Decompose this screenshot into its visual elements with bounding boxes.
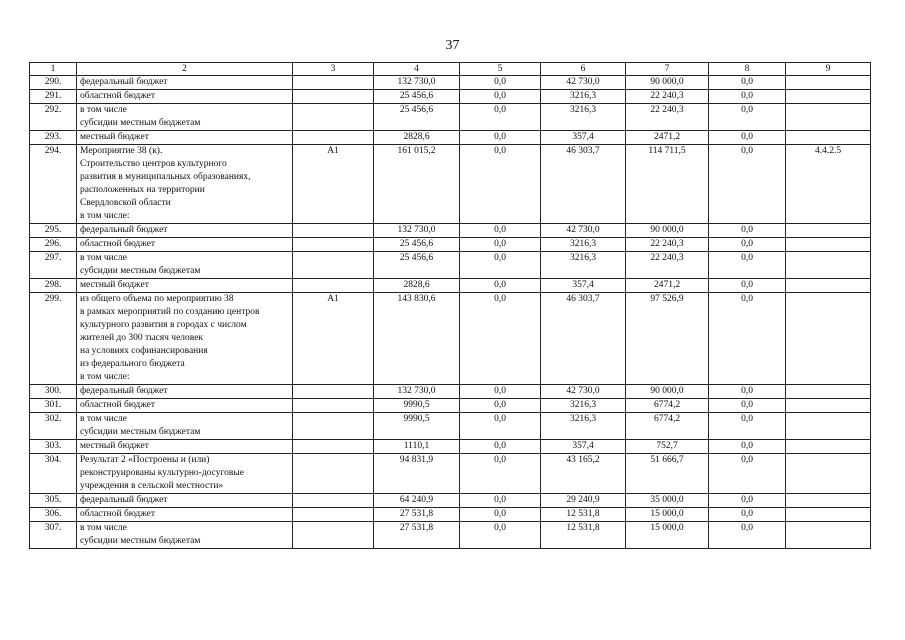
row-target-ref [786,454,871,494]
row-target-ref: 4.4.2.5 [786,145,871,224]
row-code [293,440,374,454]
row-value-col5: 0,0 [460,293,541,385]
table-row [30,454,871,494]
row-number: 293. [30,131,77,145]
row-description: местный бюджет [77,279,293,293]
row-total: 132 730,0 [374,76,460,90]
row-number: 304. [30,454,77,494]
row-value-col6: 43 165,2 [541,454,626,494]
row-value-col6: 12 531,8 [541,508,626,522]
table-row [30,76,871,90]
column-header: 5 [460,63,541,76]
column-header: 4 [374,63,460,76]
row-value-col7: 2471,2 [626,279,709,293]
row-total: 132 730,0 [374,224,460,238]
row-number: 301. [30,399,77,413]
table-row [30,440,871,454]
row-value-col6: 29 240,9 [541,494,626,508]
row-value-col7: 22 240,3 [626,252,709,279]
row-description: областной бюджет [77,508,293,522]
row-total: 2828,6 [374,279,460,293]
row-number: 294. [30,145,77,224]
row-total: 132 730,0 [374,385,460,399]
table-row [30,131,871,145]
budget-table [29,62,871,549]
row-description: Мероприятие 38 (к). Строительство центров культурного развития в муниципальных образованиях, расположенных на территории Свердловской области в том числе: [77,145,293,224]
row-value-col7: 2471,2 [626,131,709,145]
row-code [293,279,374,293]
row-value-col6: 3216,3 [541,238,626,252]
row-value-col6: 357,4 [541,279,626,293]
table-row [30,508,871,522]
row-value-col6: 357,4 [541,131,626,145]
row-target-ref [786,224,871,238]
row-value-col5: 0,0 [460,494,541,508]
row-description: в том числе субсидии местным бюджетам [77,104,293,131]
row-target-ref [786,76,871,90]
row-total: 64 240,9 [374,494,460,508]
row-total: 9990,5 [374,399,460,413]
row-target-ref [786,413,871,440]
row-code [293,131,374,145]
table-row [30,413,871,440]
row-description: в том числе субсидии местным бюджетам [77,413,293,440]
row-value-col7: 51 666,7 [626,454,709,494]
row-number: 302. [30,413,77,440]
row-total: 9990,5 [374,413,460,440]
row-number: 305. [30,494,77,508]
row-value-col7: 15 000,0 [626,522,709,549]
row-code [293,399,374,413]
column-header: 1 [30,63,77,76]
row-value-col5: 0,0 [460,454,541,494]
row-value-col6: 3216,3 [541,90,626,104]
table-row [30,224,871,238]
row-total: 27 531,8 [374,522,460,549]
row-number: 292. [30,104,77,131]
row-total: 143 830,6 [374,293,460,385]
row-code [293,90,374,104]
row-value-col8: 0,0 [709,494,786,508]
table-row [30,293,871,385]
row-value-col6: 12 531,8 [541,522,626,549]
row-value-col8: 0,0 [709,224,786,238]
row-value-col7: 90 000,0 [626,385,709,399]
row-code: А1 [293,145,374,224]
row-value-col8: 0,0 [709,522,786,549]
row-description: в том числе субсидии местным бюджетам [77,252,293,279]
row-total: 25 456,6 [374,252,460,279]
row-value-col6: 42 730,0 [541,224,626,238]
row-target-ref [786,385,871,399]
row-value-col7: 90 000,0 [626,224,709,238]
row-value-col5: 0,0 [460,238,541,252]
row-target-ref [786,440,871,454]
row-code [293,385,374,399]
row-description: федеральный бюджет [77,224,293,238]
row-value-col6: 3216,3 [541,252,626,279]
table-body [30,76,871,549]
row-description: из общего объема по мероприятию 38 в рамках мероприятий по созданию центров культурного развития в городах с числом жителей до 300 тысяч человек на условиях софинансирования из федерального бюджета в том числе: [77,293,293,385]
row-description: местный бюджет [77,131,293,145]
row-target-ref [786,279,871,293]
row-value-col7: 114 711,5 [626,145,709,224]
row-code [293,508,374,522]
row-value-col5: 0,0 [460,399,541,413]
row-target-ref [786,399,871,413]
row-value-col6: 3216,3 [541,104,626,131]
row-target-ref [786,494,871,508]
row-value-col8: 0,0 [709,454,786,494]
row-value-col6: 42 730,0 [541,76,626,90]
column-header: 9 [786,63,871,76]
row-code [293,76,374,90]
row-description: областной бюджет [77,90,293,104]
row-value-col5: 0,0 [460,90,541,104]
row-number: 291. [30,90,77,104]
row-code [293,252,374,279]
row-description: федеральный бюджет [77,494,293,508]
row-number: 297. [30,252,77,279]
row-value-col6: 357,4 [541,440,626,454]
row-value-col5: 0,0 [460,145,541,224]
row-number: 295. [30,224,77,238]
row-code [293,494,374,508]
row-value-col8: 0,0 [709,293,786,385]
row-value-col5: 0,0 [460,131,541,145]
row-number: 298. [30,279,77,293]
row-value-col8: 0,0 [709,145,786,224]
row-total: 161 015,2 [374,145,460,224]
column-header: 7 [626,63,709,76]
row-value-col8: 0,0 [709,279,786,293]
row-value-col5: 0,0 [460,104,541,131]
row-target-ref [786,252,871,279]
page-number: 37 [445,38,460,53]
column-header: 3 [293,63,374,76]
row-value-col8: 0,0 [709,413,786,440]
row-description: областной бюджет [77,238,293,252]
row-total: 94 831,9 [374,454,460,494]
row-number: 300. [30,385,77,399]
row-number: 296. [30,238,77,252]
row-value-col8: 0,0 [709,131,786,145]
row-total: 25 456,6 [374,104,460,131]
row-value-col5: 0,0 [460,522,541,549]
row-value-col6: 3216,3 [541,413,626,440]
table-row [30,385,871,399]
row-description: федеральный бюджет [77,385,293,399]
row-value-col5: 0,0 [460,224,541,238]
row-value-col5: 0,0 [460,440,541,454]
table-row [30,399,871,413]
column-header: 8 [709,63,786,76]
table-row [30,145,871,224]
row-value-col8: 0,0 [709,104,786,131]
row-description: федеральный бюджет [77,76,293,90]
row-value-col7: 90 000,0 [626,76,709,90]
table-row [30,252,871,279]
row-value-col6: 42 730,0 [541,385,626,399]
row-description: местный бюджет [77,440,293,454]
row-value-col8: 0,0 [709,385,786,399]
row-total: 1110,1 [374,440,460,454]
row-total: 25 456,6 [374,90,460,104]
row-value-col6: 46 303,7 [541,145,626,224]
row-value-col8: 0,0 [709,440,786,454]
table-row [30,90,871,104]
row-value-col5: 0,0 [460,279,541,293]
row-value-col7: 22 240,3 [626,90,709,104]
row-code [293,454,374,494]
row-description: в том числе субсидии местным бюджетам [77,522,293,549]
row-value-col7: 97 526,9 [626,293,709,385]
row-target-ref [786,90,871,104]
row-total: 25 456,6 [374,238,460,252]
row-description: Результат 2 «Построены и (или) реконструированы культурно-досуговые учреждения в сельской местности» [77,454,293,494]
row-value-col7: 752,7 [626,440,709,454]
table-row [30,279,871,293]
row-number: 290. [30,76,77,90]
row-target-ref [786,522,871,549]
row-value-col6: 46 303,7 [541,293,626,385]
table-row [30,494,871,508]
table-row [30,522,871,549]
row-number: 299. [30,293,77,385]
table-row [30,104,871,131]
row-value-col7: 22 240,3 [626,104,709,131]
row-target-ref [786,293,871,385]
row-total: 27 531,8 [374,508,460,522]
row-value-col8: 0,0 [709,508,786,522]
column-header: 6 [541,63,626,76]
row-value-col8: 0,0 [709,252,786,279]
row-value-col8: 0,0 [709,90,786,104]
row-value-col7: 6774,2 [626,413,709,440]
row-target-ref [786,508,871,522]
row-description: областной бюджет [77,399,293,413]
row-value-col8: 0,0 [709,238,786,252]
row-value-col5: 0,0 [460,413,541,440]
row-code [293,522,374,549]
row-code: А1 [293,293,374,385]
row-value-col7: 22 240,3 [626,238,709,252]
row-number: 303. [30,440,77,454]
row-number: 307. [30,522,77,549]
row-value-col5: 0,0 [460,508,541,522]
row-target-ref [786,238,871,252]
row-code [293,238,374,252]
column-header: 2 [77,63,293,76]
table-header [30,63,871,76]
row-target-ref [786,104,871,131]
row-value-col5: 0,0 [460,385,541,399]
row-value-col7: 35 000,0 [626,494,709,508]
row-value-col7: 6774,2 [626,399,709,413]
row-value-col7: 15 000,0 [626,508,709,522]
row-code [293,104,374,131]
row-value-col6: 3216,3 [541,399,626,413]
row-number: 306. [30,508,77,522]
table-row [30,238,871,252]
row-code [293,413,374,440]
row-total: 2828,6 [374,131,460,145]
row-value-col8: 0,0 [709,399,786,413]
row-value-col8: 0,0 [709,76,786,90]
row-value-col5: 0,0 [460,76,541,90]
row-value-col5: 0,0 [460,252,541,279]
row-code [293,224,374,238]
row-target-ref [786,131,871,145]
